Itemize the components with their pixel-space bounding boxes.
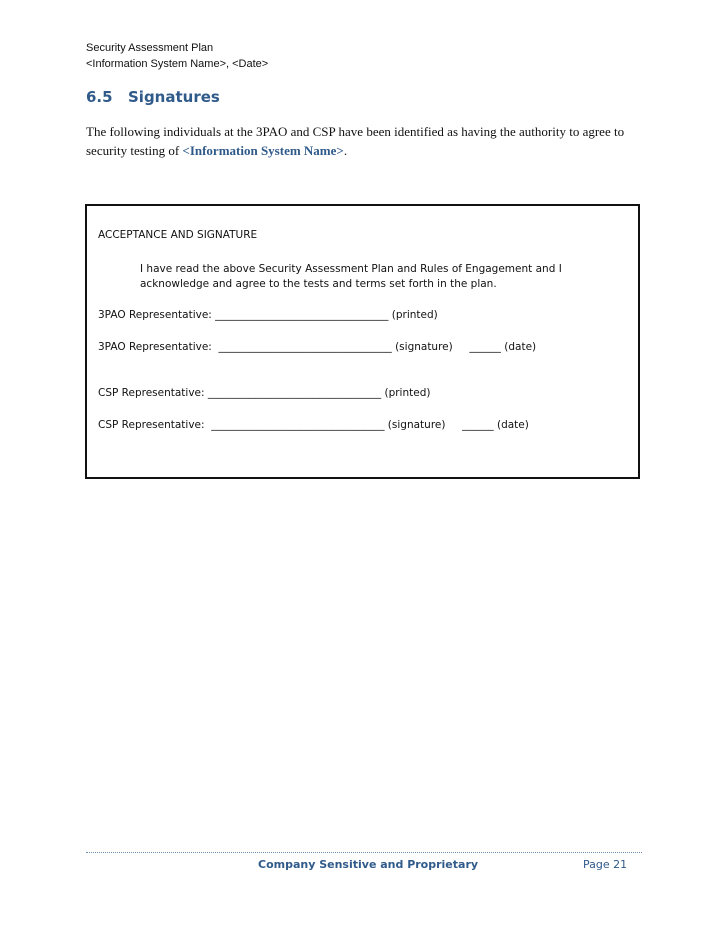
- section-heading: [86, 88, 220, 106]
- header-title: Security Assessment Plan: [86, 42, 214, 54]
- acceptance-statement: I have read the above Security Assessment Plan and Rules of Engagement and I acknowledge and agree to the tests and terms set forth in the plan.: [140, 263, 562, 290]
- 3pao-signature-line: 3PAO Representative: _________________________________ (signature) ______ (date): [98, 341, 537, 353]
- intro-text-before: The following individuals at the 3PAO and CSP have been identified as having the authority to agree to security testing of: [86, 124, 625, 158]
- footer-confidentiality: Company Sensitive and Proprietary: [258, 858, 479, 871]
- signature-box: [85, 204, 640, 479]
- signature-box-title: ACCEPTANCE AND SIGNATURE: [98, 229, 258, 241]
- running-header: [86, 40, 268, 72]
- intro-text-after: .: [343, 143, 348, 158]
- header-subtitle: <Information System Name>, <Date>: [86, 58, 269, 70]
- 3pao-printed-line: 3PAO Representative: _________________________________ (printed): [98, 309, 438, 321]
- section-number: 6.5: [86, 88, 113, 106]
- intro-paragraph: [86, 122, 646, 160]
- csp-printed-line: CSP Representative: _________________________________ (printed): [98, 387, 431, 399]
- intro-system-name: <Information System Name>: [182, 143, 344, 158]
- section-title: Signatures: [128, 88, 220, 106]
- footer-divider: [86, 852, 642, 853]
- csp-signature-line: CSP Representative: _________________________________ (signature) ______ (date): [98, 419, 529, 431]
- page-number: Page 21: [583, 858, 628, 871]
